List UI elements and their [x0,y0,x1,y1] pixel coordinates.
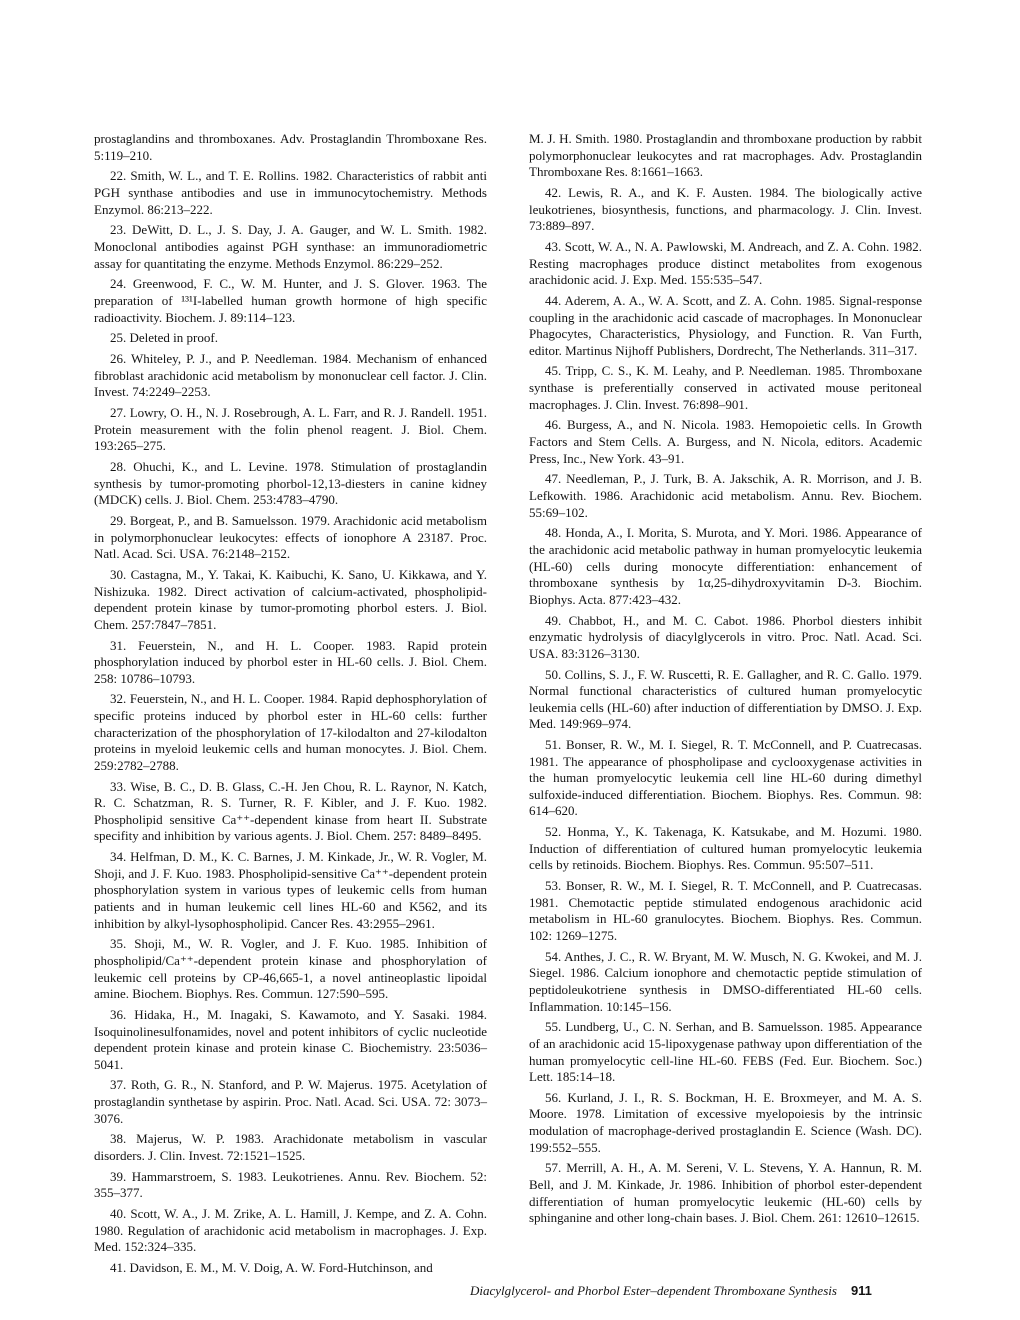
reference-entry: 39. Hammarstroem, S. 1983. Leukotrienes. Annu. Rev. Biochem. 52: 355–377. [94,1168,487,1201]
reference-entry: 51. Bonser, R. W., M. I. Siegel, R. T. McConnell, and P. Cuatrecasas. 1981. The appearance of phospholipase and cyclooxygenase activities in the human promyelocytic leukemia cell line HL-60 during dimethyl sulfoxide-induced differentiation. Biochem. Biophys. Res. Commun. 98: 614–620. [529,737,922,819]
reference-entry: 29. Borgeat, P., and B. Samuelsson. 1979. Arachidonic acid metabolism in polymorphonuclear leukocytes: effects of ionophore A 23187. Proc. Natl. Acad. Sci. USA. 76:2148–2152. [94,512,487,562]
reference-entry: 57. Merrill, A. H., A. M. Sereni, V. L. Stevens, Y. A. Hannun, R. M. Bell, and J. M. Kinkade, Jr. 1986. Inhibition of phorbol ester-dependent differentiation of human promyelocytic leukemic (HL-60) cells by sphinganine and other long-chain bases. J. Biol. Chem. 261: 12610–12615. [529,1160,922,1226]
reference-entry: 45. Tripp, C. S., K. M. Leahy, and P. Needleman. 1985. Thromboxane synthase is preferentially conserved in activated mouse peritoneal macrophages. J. Clin. Invest. 76:898–901. [529,363,922,412]
reference-entry: 37. Roth, G. R., N. Stanford, and P. W. Majerus. 1975. Acetylation of prostaglandin synthetase by aspirin. Proc. Natl. Acad. Sci. USA. 72: 3073–3076. [94,1077,487,1126]
reference-entry: 56. Kurland, J. I., R. S. Bockman, H. E. Broxmeyer, and M. A. S. Moore. 1978. Limitation of excessive myelopoiesis by the intrinsic modulation of macrophage-derived prostaglandin E. Science (Wash. DC). 199:552–555. [529,1089,922,1155]
reference-entry: 24. Greenwood, F. C., W. M. Hunter, and J. S. Glover. 1963. The preparation of ¹³¹I-labelled human growth hormone of high specific radioactivity. Biochem. J. 89:114–123. [94,276,487,325]
reference-entry: 33. Wise, B. C., D. B. Glass, C.-H. Jen Chou, R. L. Raynor, N. Katch, R. C. Schatzman, R. S. Turner, R. F. Kibler, and J. F. Kuo. 1982. Phospholipid sensitive Ca⁺⁺-dependent kinase from heart II. Substrate specifity and inhibition by various agents. J. Biol. Chem. 257: 8489–8495. [94,778,487,844]
reference-entry: 52. Honma, Y., K. Takenaga, K. Katsukabe, and M. Hozumi. 1980. Induction of differentiation of cultured human promyelocytic leukemia cells by retinoids. Biochem. Biophys. Res. Commun. 95:507–511. [529,824,922,873]
reference-entry: 41. Davidson, E. M., M. V. Doig, A. W. Ford-Hutchinson, and [110,1260,433,1276]
page-footer [470,1283,930,1299]
reference-entry: 23. DeWitt, D. L., J. S. Day, J. A. Gauger, and W. L. Smith. 1982. Monoclonal antibodies against PGH synthase: an immunoradiometric assay for quantitating the enzyme. Methods Enzymol. 86:229–252. [94,222,487,271]
reference-entry: 34. Helfman, D. M., K. C. Barnes, J. M. Kinkade, Jr., W. R. Vogler, M. Shoji, and J. F. Kuo. 1983. Phospholipid-sensitive Ca⁺⁺-dependent protein phosphorylation system in various types of leukemic cells from human patients and in human leukemic cell lines HL-60 and K562, and its inhibition by alkyl-lysophospholipid. Cancer Res. 43:2955–2961. [94,849,487,931]
reference-entry: 31. Feuerstein, N., and H. L. Cooper. 1983. Rapid protein phosphorylation induced by phorbol ester in HL-60 cells. J. Biol. Chem. 258: 10786–10793. [94,637,487,686]
reference-entry: 44. Aderem, A. A., W. A. Scott, and Z. A. Cohn. 1985. Signal-response coupling in the arachidonic acid cascade of macrophages. In Mononuclear Phagocytes, Characteristics, Physiology, and Function. R. Van Furth, editor. Martinus Nijhoff Publishers, Dordrecht, The Netherlands. 311–317. [529,292,922,358]
reference-entry: 26. Whiteley, P. J., and P. Needleman. 1984. Mechanism of enhanced fibroblast arachidonic acid metabolism by mononuclear cell factor. J. Clin. Invest. 74:2249–2253. [94,351,487,400]
reference-entry: 32. Feuerstein, N., and H. L. Cooper. 1984. Rapid dephosphorylation of specific proteins induced by phorbol ester in HL-60 cells: further characterization of the phosphorylation of 17-kilodalton and 27-kilodalton proteins in myeloid leukemic cells and human monocytes. J. Biol. Chem. 259:2782–2788. [94,691,487,773]
reference-entry: 47. Needleman, P., J. Turk, B. A. Jakschik, A. R. Morrison, and J. B. Lefkowith. 1986. Arachidonic acid metabolism. Annu. Rev. Biochem. 55:69–102. [529,471,922,520]
reference-entry: 55. Lundberg, U., C. N. Serhan, and B. Samuelsson. 1985. Appearance of an arachidonic acid 15-lipoxygenase pathway upon differentiation of the human promyelocytic cell-line HL-60. FEBS (Fed. Eur. Biochem. Soc.) Lett. 185:14–18. [529,1019,922,1085]
reference-entry: 35. Shoji, M., W. R. Vogler, and J. F. Kuo. 1985. Inhibition of phospholipid/Ca⁺⁺-dependent protein kinase and phosphorylation of leukemic cell proteins by CP-46,665-1, a novel antineoplastic lipoidal amine. Biochem. Biophys. Res. Commun. 127:590–595. [94,936,487,1002]
reference-entry: 30. Castagna, M., Y. Takai, K. Kaibuchi, K. Sano, U. Kikkawa, and Y. Nishizuka. 1982. Direct activation of calcium-activated, phospholipid-dependent protein kinase by tumor-promoting phorbol esters. J. Biol. Chem. 257:7847–7851. [94,566,487,632]
reference-column-right [529,131,922,1231]
reference-entry: 49. Chabbot, H., and M. C. Cabot. 1986. Phorbol diesters inhibit enzymatic hydrolysis of diacylglycerols in vitro. Proc. Natl. Acad. Sci. USA. 83:3126–3130. [529,612,922,661]
reference-entry: 27. Lowry, O. H., N. J. Rosebrough, A. L. Farr, and R. J. Randell. 1951. Protein measurement with the folin phenol reagent. J. Biol. Chem. 193:265–275. [94,405,487,454]
reference-entry: 48. Honda, A., I. Morita, S. Murota, and Y. Mori. 1986. Appearance of the arachidonic acid metabolic pathway in human promyelocytic leukemia (HL-60) cells during monocyte differentiation: enhancement of thromboxane synthesis by 1α,25-dihydroxyvitamin D-3. Biochim. Biophys. Acta. 877:423–432. [529,525,922,607]
reference-entry: 40. Scott, W. A., J. M. Zrike, A. L. Hamill, J. Kempe, and Z. A. Cohn. 1980. Regulation of arachidonic acid metabolism in macrophages. J. Exp. Med. 152:324–335. [94,1206,487,1255]
reference-entry: 53. Bonser, R. W., M. I. Siegel, R. T. McConnell, and P. Cuatrecasas. 1981. Chemotactic peptide stimulated endogenous arachidonic acid metabolism in HL-60 granulocytes. Biochem. Biophys. Res. Commun. 102: 1269–1275. [529,878,922,943]
running-title: Diacylglycerol- and Phorbol Ester–dependent Thromboxane Synthesis [470,1283,837,1298]
reference-entry: M. J. H. Smith. 1980. Prostaglandin and thromboxane production by rabbit polymorphonuclear leukocytes and rat macrophages. Adv. Prostaglandin Thromboxane Res. 8:1661–1663. [529,131,922,180]
reference-entry: 25. Deleted in proof. [110,330,218,346]
reference-entry: 36. Hidaka, H., M. Inagaki, S. Kawamoto, and Y. Sasaki. 1984. Isoquinolinesulfonamides, novel and potent inhibitors of cyclic nucleotide dependent protein kinase and protein kinase C. Biochemistry. 23:5036–5041. [94,1006,487,1072]
reference-entry: 22. Smith, W. L., and T. E. Rollins. 1982. Characteristics of rabbit anti PGH synthase antibodies and use in immunocytochemistry. Methods Enzymol. 86:213–222. [94,168,487,217]
reference-entry: prostaglandins and thromboxanes. Adv. Prostaglandin Thromboxane Res. 5:119–210. [94,131,487,163]
reference-entry: 28. Ohuchi, K., and L. Levine. 1978. Stimulation of prostaglandin synthesis by tumor-promoting phorbol-12,13-diesters in canine kidney (MDCK) cells. J. Biol. Chem. 253:4783–4790. [94,459,487,508]
reference-column-left [94,131,487,1281]
reference-entry: 54. Anthes, J. C., R. W. Bryant, M. W. Musch, N. G. Kwokei, and M. J. Siegel. 1986. Calcium ionophore and chemotactic peptide stimulation of peptidoleukotriene synthesis in DMSO-differentiated HL-60 cells. Inflammation. 10:145–156. [529,948,922,1014]
reference-entry: 50. Collins, S. J., F. W. Ruscetti, R. E. Gallagher, and R. C. Gallo. 1979. Normal functional characteristics of cultured human promyelocytic leukemia cells (HL-60) after induction of differentiation by DMSO. J. Exp. Med. 149:969–974. [529,666,922,732]
reference-entry: 38. Majerus, W. P. 1983. Arachidonate metabolism in vascular disorders. J. Clin. Invest. 72:1521–1525. [94,1131,487,1164]
page-number: 911 [850,1283,872,1298]
reference-entry: 42. Lewis, R. A., and K. F. Austen. 1984. The biologically active leukotrienes, biosynthesis, functions, and pharmacology. J. Clin. Invest. 73:889–897. [529,184,922,234]
reference-entry: 46. Burgess, A., and N. Nicola. 1983. Hemopoietic cells. In Growth Factors and Stem Cells. A. Burgess, and N. Nicola, editors. Academic Press, Inc., New York. 43–91. [529,417,922,466]
reference-entry: 43. Scott, W. A., N. A. Pawlowski, M. Andreach, and Z. A. Cohn. 1982. Resting macrophages produce distinct metabolites from exogenous arachidonic acid. J. Exp. Med. 155:535–547. [529,238,922,288]
